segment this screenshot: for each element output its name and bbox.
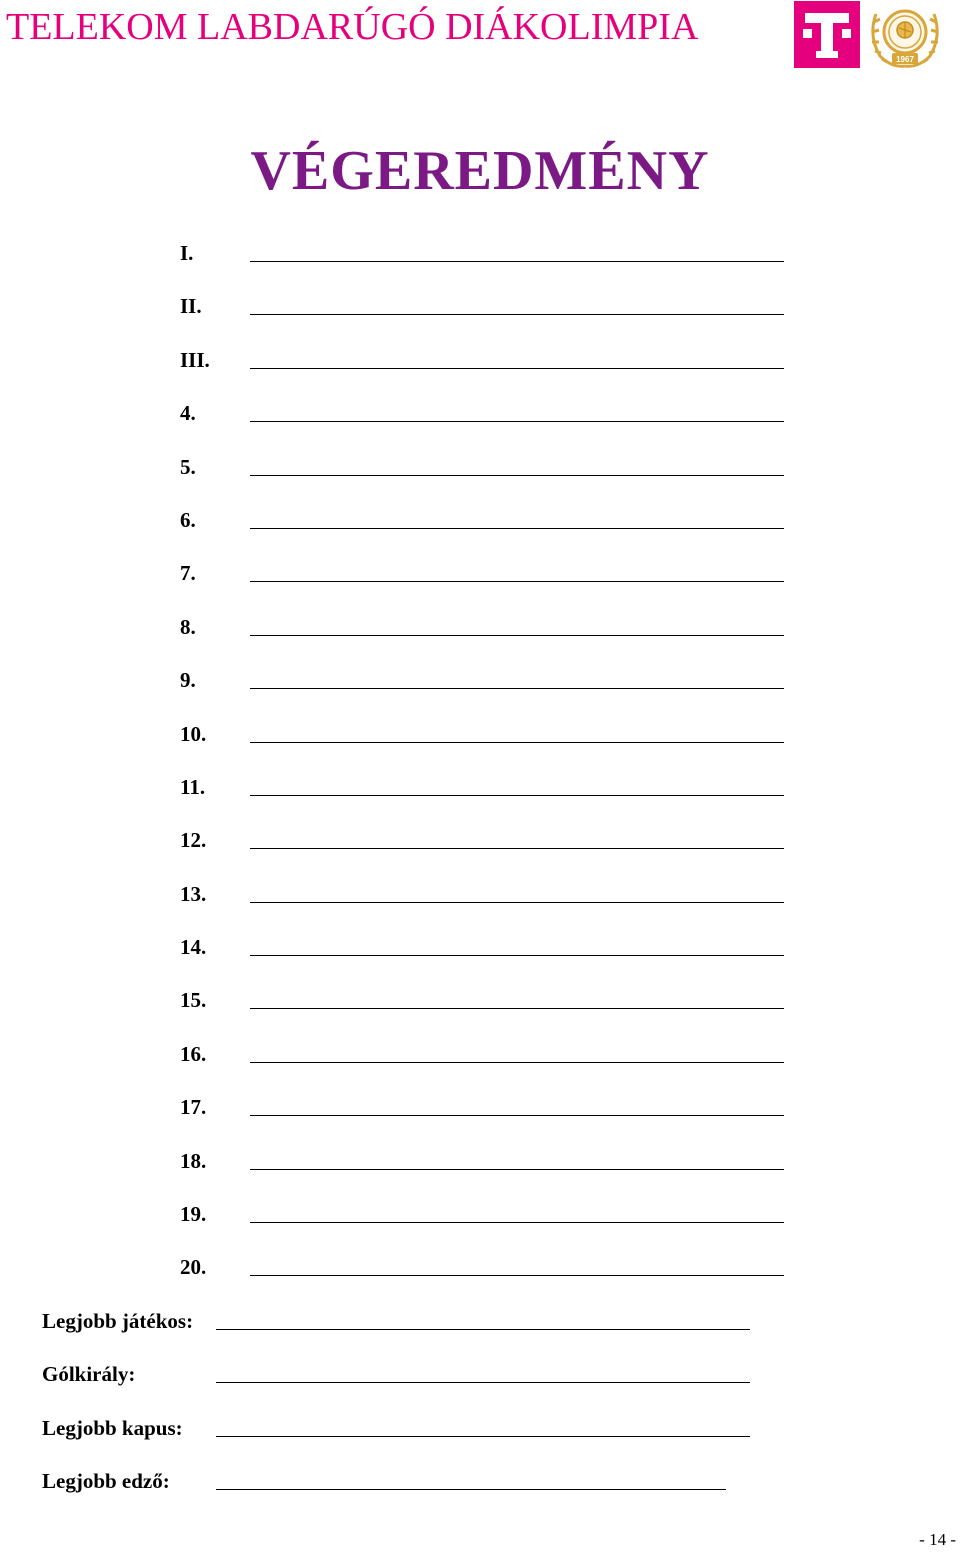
placement-row xyxy=(180,396,790,449)
award-label-best-coach: Legjobb edző: xyxy=(42,1469,170,1494)
placement-entry-line[interactable] xyxy=(250,1062,784,1063)
placement-entry-line[interactable] xyxy=(250,368,784,369)
placement-entry-line[interactable] xyxy=(250,475,784,476)
placement-label: 15. xyxy=(180,988,207,1013)
placement-entry-line[interactable] xyxy=(250,1222,784,1223)
placement-label: 5. xyxy=(180,454,196,479)
placement-row xyxy=(180,503,790,556)
award-row-best-coach xyxy=(42,1464,762,1517)
placement-label: II. xyxy=(180,294,202,319)
placement-entry-line[interactable] xyxy=(250,528,784,529)
page-number: - 14 - xyxy=(919,1530,956,1549)
placement-label: I. xyxy=(180,241,194,265)
placement-row xyxy=(180,877,790,930)
placement-label: 13. xyxy=(180,881,207,906)
placement-entry-line[interactable] xyxy=(250,742,784,743)
placement-label: 19. xyxy=(180,1202,207,1227)
placement-entry-line[interactable] xyxy=(250,314,784,315)
placement-row xyxy=(180,236,790,289)
placement-label: 10. xyxy=(180,721,207,746)
crest-year: 1967 xyxy=(896,55,914,64)
placement-entry-line[interactable] xyxy=(250,902,784,903)
award-row-best-player xyxy=(42,1304,762,1357)
placement-entry-line[interactable] xyxy=(250,848,784,849)
best-player-entry-line[interactable] xyxy=(216,1329,750,1330)
placement-label: 9. xyxy=(180,668,196,693)
header-title: TELEKOM LABDARÚGÓ DIÁKOLIMPIA xyxy=(6,6,699,48)
award-label-best-player: Legjobb játékos: xyxy=(42,1309,194,1333)
placement-entry-line[interactable] xyxy=(250,261,784,262)
telekom-logo xyxy=(794,1,860,68)
placement-row xyxy=(180,983,790,1036)
award-row-best-goalkeeper xyxy=(42,1411,762,1464)
placement-label: 14. xyxy=(180,935,207,960)
placement-row xyxy=(180,450,790,503)
best-goalkeeper-entry-line[interactable] xyxy=(216,1436,750,1437)
placement-entry-line[interactable] xyxy=(250,795,784,796)
page-title: VÉGEREDMÉNY xyxy=(250,140,710,202)
best-coach-entry-line[interactable] xyxy=(216,1489,726,1490)
placement-entry-line[interactable] xyxy=(250,1169,784,1170)
placement-label: 12. xyxy=(180,828,207,853)
placement-label: 6. xyxy=(180,507,196,532)
placement-row xyxy=(180,823,790,876)
placement-label: 11. xyxy=(180,774,206,799)
placement-label: 16. xyxy=(180,1041,207,1066)
placement-entry-line[interactable] xyxy=(250,421,784,422)
crest-logo xyxy=(866,0,944,70)
placement-row xyxy=(180,1090,790,1143)
placement-label: 8. xyxy=(180,614,196,639)
placement-entry-line[interactable] xyxy=(250,1008,784,1009)
award-list xyxy=(42,1304,762,1518)
placement-entry-line[interactable] xyxy=(250,635,784,636)
award-row-top-scorer xyxy=(42,1357,762,1410)
placement-row xyxy=(180,770,790,823)
placement-entry-line[interactable] xyxy=(250,688,784,689)
placement-row xyxy=(180,717,790,770)
placement-list xyxy=(180,236,790,1304)
placement-row xyxy=(180,289,790,342)
placement-row xyxy=(180,1037,790,1090)
award-label-top-scorer: Gólkirály: xyxy=(42,1362,136,1387)
placement-label: 18. xyxy=(180,1148,207,1173)
placement-row xyxy=(180,343,790,396)
placement-label: 7. xyxy=(180,561,196,586)
placement-label: 20. xyxy=(180,1255,207,1280)
placement-entry-line[interactable] xyxy=(250,955,784,956)
placement-row xyxy=(180,663,790,716)
placement-label: III. xyxy=(180,347,210,372)
placement-entry-line[interactable] xyxy=(250,1275,784,1276)
top-scorer-entry-line[interactable] xyxy=(216,1382,750,1383)
placement-label: 4. xyxy=(180,401,196,426)
placement-row xyxy=(180,1144,790,1197)
placement-row xyxy=(180,610,790,663)
placement-row xyxy=(180,556,790,609)
placement-entry-line[interactable] xyxy=(250,581,784,582)
placement-row xyxy=(180,930,790,983)
placement-label: 17. xyxy=(180,1095,207,1120)
placement-row xyxy=(180,1197,790,1250)
award-label-best-goalkeeper: Legjobb kapus: xyxy=(42,1415,183,1440)
placement-entry-line[interactable] xyxy=(250,1115,784,1116)
placement-row xyxy=(180,1250,790,1303)
